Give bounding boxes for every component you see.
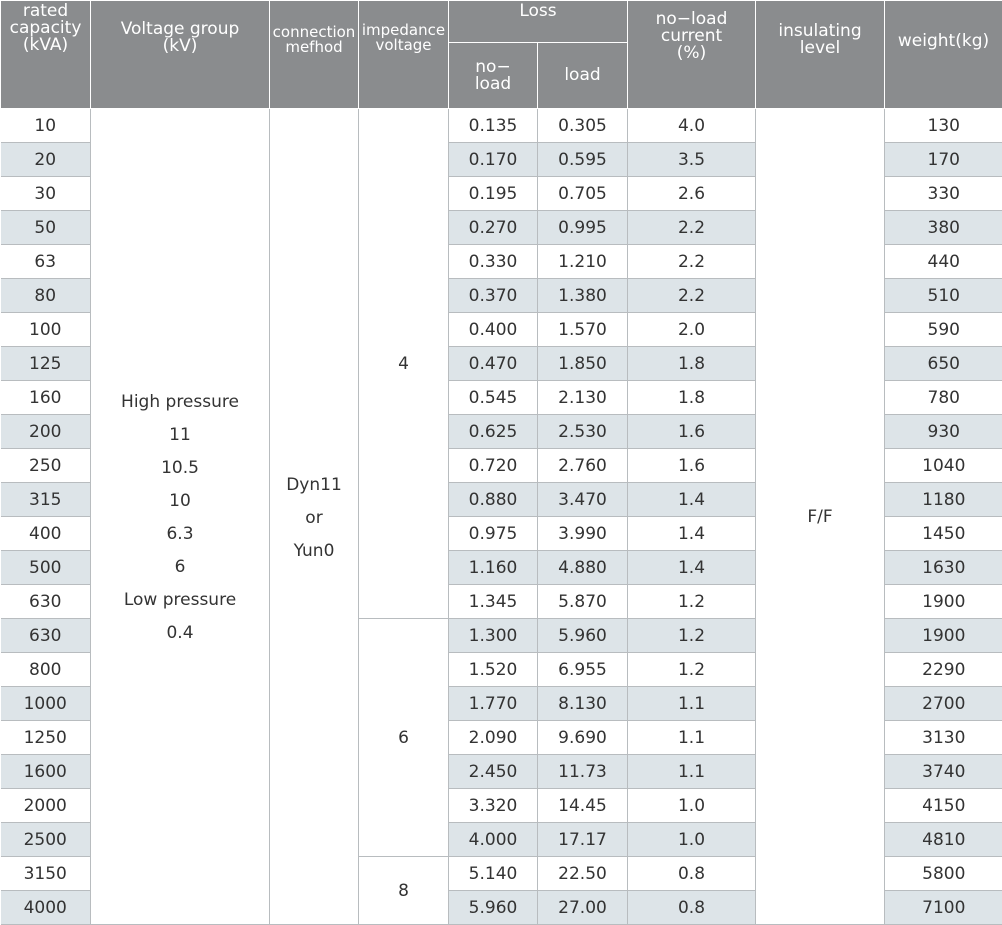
connection-line: Dyn11: [270, 469, 358, 502]
cell-rated-capacity: 125: [1, 347, 91, 381]
header-impedance-voltage: [359, 1, 449, 109]
header-rated-capacity-line1: rated: [1, 3, 90, 20]
table-row: [1, 109, 1002, 143]
header-impedance-line1: impedance: [359, 23, 448, 38]
cell-rated-capacity: 50: [1, 211, 91, 245]
header-voltage-group: [91, 1, 270, 109]
cell-rated-capacity: 250: [1, 449, 91, 483]
cell-load-loss: 2.760: [538, 449, 628, 483]
cell-rated-capacity: 4000: [1, 891, 91, 925]
header-insulating-line2: level: [756, 40, 884, 57]
cell-no-load-current: 1.8: [628, 381, 756, 415]
cell-load-loss: 2.530: [538, 415, 628, 449]
cell-load-loss: 3.470: [538, 483, 628, 517]
voltage-group-line: 6.3: [91, 518, 269, 551]
cell-no-load-current: 2.0: [628, 313, 756, 347]
cell-no-load-loss: 1.160: [449, 551, 538, 585]
cell-weight: 130: [885, 109, 1002, 143]
cell-rated-capacity: 400: [1, 517, 91, 551]
cell-no-load-current: 1.0: [628, 789, 756, 823]
cell-voltage-group: [91, 109, 270, 925]
header-impedance-line2: voltage: [359, 38, 448, 53]
cell-rated-capacity: 1600: [1, 755, 91, 789]
cell-no-load-current: 1.4: [628, 551, 756, 585]
cell-load-loss: 22.50: [538, 857, 628, 891]
cell-weight: 1900: [885, 585, 1002, 619]
header-no-load-line1: no−: [449, 59, 537, 76]
cell-load-loss: 1.570: [538, 313, 628, 347]
cell-load-loss: 14.45: [538, 789, 628, 823]
cell-no-load-current: 1.1: [628, 755, 756, 789]
header-current-line3: (%): [628, 45, 755, 62]
header-rated-capacity-line3: (kVA): [1, 37, 90, 54]
cell-no-load-loss: 1.300: [449, 619, 538, 653]
cell-rated-capacity: 1250: [1, 721, 91, 755]
cell-weight: 330: [885, 177, 1002, 211]
cell-no-load-loss: 0.625: [449, 415, 538, 449]
cell-no-load-current: 1.1: [628, 721, 756, 755]
cell-load-loss: 0.995: [538, 211, 628, 245]
cell-load-loss: 27.00: [538, 891, 628, 925]
cell-no-load-loss: 1.770: [449, 687, 538, 721]
cell-insulating-level: F/F: [756, 109, 885, 925]
cell-rated-capacity: 2000: [1, 789, 91, 823]
table-header: [1, 1, 1002, 109]
cell-no-load-current: 0.8: [628, 891, 756, 925]
cell-weight: 7100: [885, 891, 1002, 925]
cell-no-load-loss: 0.545: [449, 381, 538, 415]
cell-weight: 1040: [885, 449, 1002, 483]
cell-rated-capacity: 800: [1, 653, 91, 687]
table-body: [1, 109, 1002, 925]
cell-load-loss: 9.690: [538, 721, 628, 755]
cell-rated-capacity: 30: [1, 177, 91, 211]
cell-impedance-voltage: 8: [359, 857, 449, 925]
cell-weight: 4150: [885, 789, 1002, 823]
header-no-load-line2: load: [449, 76, 537, 93]
header-loss: Loss: [449, 1, 628, 43]
cell-connection-method: [270, 109, 359, 925]
cell-no-load-current: 4.0: [628, 109, 756, 143]
header-voltage-group-line2: (kV): [91, 38, 269, 55]
cell-load-loss: 5.960: [538, 619, 628, 653]
cell-no-load-current: 1.2: [628, 619, 756, 653]
cell-no-load-loss: 0.470: [449, 347, 538, 381]
cell-no-load-loss: 0.135: [449, 109, 538, 143]
cell-no-load-loss: 1.520: [449, 653, 538, 687]
cell-load-loss: 17.17: [538, 823, 628, 857]
cell-rated-capacity: 630: [1, 585, 91, 619]
cell-weight: 930: [885, 415, 1002, 449]
header-no-load-loss: [449, 43, 538, 109]
cell-weight: 1450: [885, 517, 1002, 551]
cell-load-loss: 3.990: [538, 517, 628, 551]
header-connection-method: [270, 1, 359, 109]
cell-load-loss: 11.73: [538, 755, 628, 789]
voltage-group-line: 10: [91, 485, 269, 518]
cell-weight: 650: [885, 347, 1002, 381]
header-current-line1: no−load: [628, 11, 755, 28]
cell-weight: 1180: [885, 483, 1002, 517]
cell-rated-capacity: 100: [1, 313, 91, 347]
cell-load-loss: 6.955: [538, 653, 628, 687]
cell-no-load-loss: 0.370: [449, 279, 538, 313]
cell-weight: 3130: [885, 721, 1002, 755]
header-rated-capacity: [1, 1, 91, 109]
connection-line: or: [270, 502, 358, 535]
cell-no-load-loss: 0.720: [449, 449, 538, 483]
header-no-load-current: [628, 1, 756, 109]
cell-rated-capacity: 80: [1, 279, 91, 313]
cell-rated-capacity: 20: [1, 143, 91, 177]
connection-line: Yun0: [270, 535, 358, 568]
cell-rated-capacity: 2500: [1, 823, 91, 857]
voltage-group-line: 0.4: [91, 617, 269, 650]
cell-no-load-loss: 1.345: [449, 585, 538, 619]
cell-impedance-voltage: 6: [359, 619, 449, 857]
cell-rated-capacity: 500: [1, 551, 91, 585]
cell-weight: 780: [885, 381, 1002, 415]
cell-weight: 1630: [885, 551, 1002, 585]
cell-no-load-current: 2.6: [628, 177, 756, 211]
cell-no-load-loss: 3.320: [449, 789, 538, 823]
cell-no-load-loss: 0.975: [449, 517, 538, 551]
cell-no-load-current: 1.6: [628, 415, 756, 449]
cell-no-load-current: 1.2: [628, 585, 756, 619]
cell-rated-capacity: 315: [1, 483, 91, 517]
cell-rated-capacity: 630: [1, 619, 91, 653]
cell-no-load-loss: 0.270: [449, 211, 538, 245]
cell-load-loss: 1.850: [538, 347, 628, 381]
cell-no-load-loss: 4.000: [449, 823, 538, 857]
cell-weight: 440: [885, 245, 1002, 279]
cell-load-loss: 0.705: [538, 177, 628, 211]
header-voltage-group-line1: Voltage group: [91, 21, 269, 38]
cell-load-loss: 0.595: [538, 143, 628, 177]
voltage-group-line: 6: [91, 551, 269, 584]
cell-no-load-current: 1.6: [628, 449, 756, 483]
cell-no-load-loss: 0.880: [449, 483, 538, 517]
cell-no-load-current: 1.4: [628, 483, 756, 517]
cell-weight: 2700: [885, 687, 1002, 721]
cell-no-load-loss: 0.330: [449, 245, 538, 279]
cell-no-load-loss: 0.400: [449, 313, 538, 347]
cell-rated-capacity: 160: [1, 381, 91, 415]
header-insulating-level: [756, 1, 885, 109]
cell-weight: 4810: [885, 823, 1002, 857]
cell-weight: 3740: [885, 755, 1002, 789]
cell-load-loss: 4.880: [538, 551, 628, 585]
cell-load-loss: 1.380: [538, 279, 628, 313]
voltage-group-line: High pressure: [91, 386, 269, 419]
cell-no-load-loss: 0.170: [449, 143, 538, 177]
cell-weight: 2290: [885, 653, 1002, 687]
cell-impedance-voltage: 4: [359, 109, 449, 619]
cell-weight: 1900: [885, 619, 1002, 653]
cell-no-load-current: 1.2: [628, 653, 756, 687]
cell-load-loss: 0.305: [538, 109, 628, 143]
voltage-group-line: Low pressure: [91, 584, 269, 617]
cell-no-load-loss: 5.140: [449, 857, 538, 891]
voltage-group-line: 10.5: [91, 452, 269, 485]
cell-no-load-loss: 2.450: [449, 755, 538, 789]
cell-no-load-current: 2.2: [628, 279, 756, 313]
cell-no-load-current: 1.8: [628, 347, 756, 381]
cell-weight: 380: [885, 211, 1002, 245]
header-connection-line1: connection: [270, 25, 358, 40]
cell-weight: 5800: [885, 857, 1002, 891]
cell-weight: 510: [885, 279, 1002, 313]
cell-rated-capacity: 10: [1, 109, 91, 143]
header-load-loss: load: [538, 43, 628, 109]
cell-no-load-current: 0.8: [628, 857, 756, 891]
cell-no-load-current: 2.2: [628, 211, 756, 245]
cell-weight: 590: [885, 313, 1002, 347]
header-connection-line2: mefhod: [270, 40, 358, 55]
cell-weight: 170: [885, 143, 1002, 177]
cell-load-loss: 2.130: [538, 381, 628, 415]
cell-load-loss: 1.210: [538, 245, 628, 279]
cell-rated-capacity: 63: [1, 245, 91, 279]
cell-no-load-loss: 5.960: [449, 891, 538, 925]
header-insulating-line1: insulating: [756, 23, 884, 40]
header-rated-capacity-line2: capacity: [1, 20, 90, 37]
cell-rated-capacity: 200: [1, 415, 91, 449]
cell-load-loss: 5.870: [538, 585, 628, 619]
cell-no-load-loss: 0.195: [449, 177, 538, 211]
cell-no-load-current: 3.5: [628, 143, 756, 177]
cell-load-loss: 8.130: [538, 687, 628, 721]
header-current-line2: current: [628, 28, 755, 45]
voltage-group-line: 11: [91, 419, 269, 452]
cell-no-load-current: 1.0: [628, 823, 756, 857]
cell-rated-capacity: 3150: [1, 857, 91, 891]
header-weight: weight(kg): [885, 1, 1002, 109]
cell-no-load-current: 1.4: [628, 517, 756, 551]
cell-no-load-loss: 2.090: [449, 721, 538, 755]
cell-no-load-current: 2.2: [628, 245, 756, 279]
cell-no-load-current: 1.1: [628, 687, 756, 721]
cell-rated-capacity: 1000: [1, 687, 91, 721]
